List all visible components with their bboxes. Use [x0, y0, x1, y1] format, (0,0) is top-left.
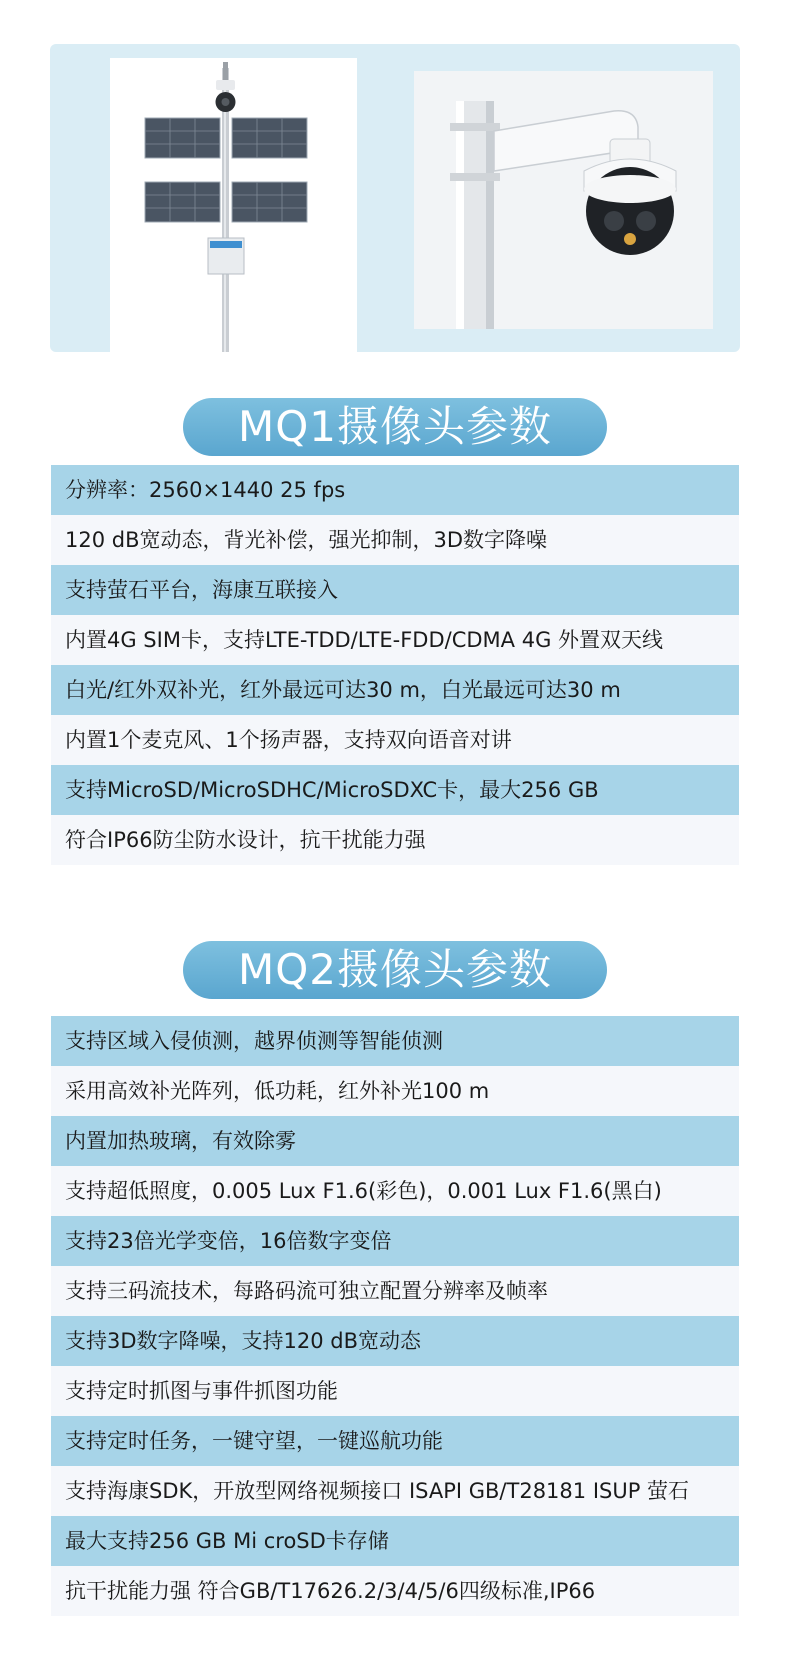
spec-row: 采用高效补光阵列，低功耗，红外补光100 m	[51, 1066, 739, 1116]
spec-row: 支持区域入侵侦测，越界侦测等智能侦测	[51, 1016, 739, 1066]
dome-camera-photo	[414, 71, 713, 329]
spec-row: 120 dB宽动态，背光补偿，强光抑制，3D数字降噪	[51, 515, 739, 565]
spec-row: 白光/红外双补光，红外最远可达30 m，白光最远可达30 m	[51, 665, 739, 715]
mq1-spec-table	[51, 465, 739, 865]
spec-row: 支持MicroSD/MicroSDHC/MicroSDXC卡，最大256 GB	[51, 765, 739, 815]
solar-pole-camera-image	[110, 58, 357, 352]
spec-row: 支持23倍光学变倍，16倍数字变倍	[51, 1216, 739, 1266]
spec-row: 支持定时任务，一键守望，一键巡航功能	[51, 1416, 739, 1466]
mq2-spec-table	[51, 1016, 739, 1616]
spec-row: 支持海康SDK，开放型网络视频接口 ISAPI GB/T28181 ISUP 萤石	[51, 1466, 739, 1516]
spec-row: 内置4G SIM卡，支持LTE-TDD/LTE-FDD/CDMA 4G 外置双天线	[51, 615, 739, 665]
spec-row: 支持萤石平台，海康互联接入	[51, 565, 739, 615]
mq1-section-title: MQ1摄像头参数	[183, 398, 607, 456]
spec-row: 支持定时抓图与事件抓图功能	[51, 1366, 739, 1416]
spec-row: 最大支持256 GB Mi croSD卡存储	[51, 1516, 739, 1566]
mq2-section-title: MQ2摄像头参数	[183, 941, 607, 999]
spec-row: 符合IP66防尘防水设计，抗干扰能力强	[51, 815, 739, 865]
spec-row: 分辨率：2560×1440 25 fps	[51, 465, 739, 515]
product-photo-panel	[50, 44, 740, 352]
spec-row: 支持超低照度，0.005 Lux F1.6(彩色)，0.001 Lux F1.6(黑白)	[51, 1166, 739, 1216]
spec-row: 抗干扰能力强 符合GB/T17626.2/3/4/5/6四级标准,IP66	[51, 1566, 739, 1616]
solar-pole-camera-photo	[110, 58, 357, 352]
spec-row: 内置加热玻璃，有效除雾	[51, 1116, 739, 1166]
spec-row: 支持3D数字降噪，支持120 dB宽动态	[51, 1316, 739, 1366]
dome-camera-image	[414, 71, 713, 329]
spec-row: 内置1个麦克风、1个扬声器，支持双向语音对讲	[51, 715, 739, 765]
spec-row: 支持三码流技术，每路码流可独立配置分辨率及帧率	[51, 1266, 739, 1316]
